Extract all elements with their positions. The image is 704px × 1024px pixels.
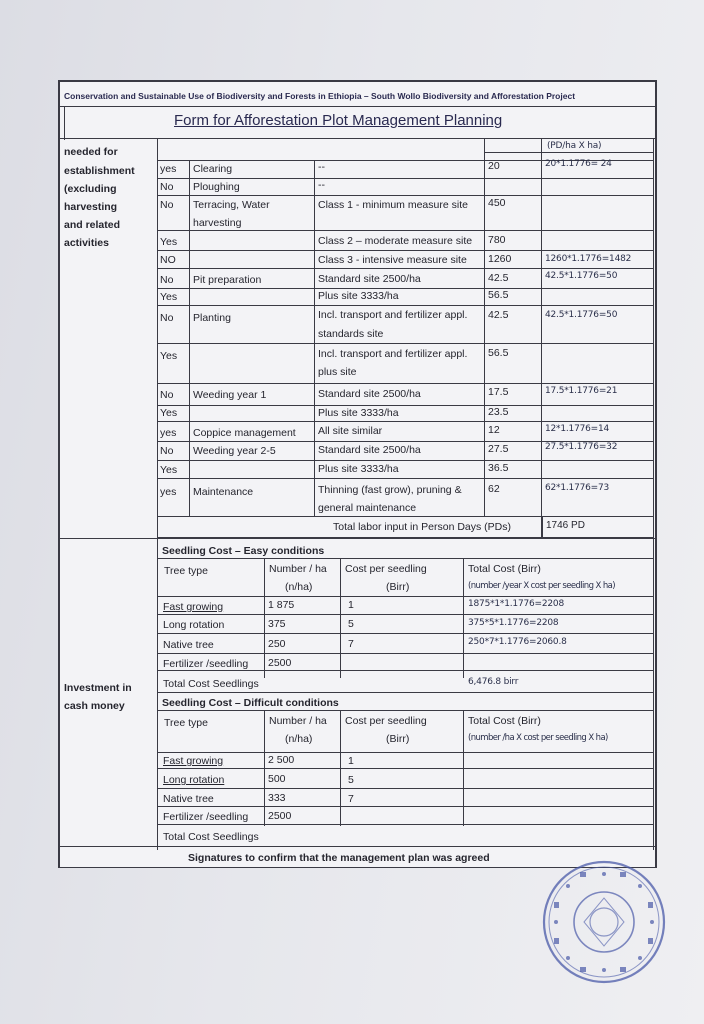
signatures-line: Signatures to confirm that the management plan was agreed	[188, 852, 490, 864]
formula-header: (PD/ha X ha)	[547, 141, 602, 151]
easy-total-label: Total Cost Seedlings	[163, 678, 259, 690]
border-top	[58, 80, 656, 82]
total-labor-value: 1746 PD	[546, 520, 585, 531]
easy-total-value: 6,476.8 birr	[468, 677, 519, 687]
total-labor-label: Total labor input in Person Days (PDs)	[333, 521, 511, 533]
difficult-total-label: Total Cost Seedlings	[163, 831, 259, 843]
form-title: Form for Afforestation Plot Management Planning	[174, 112, 503, 129]
easy-conditions-title: Seedling Cost – Easy conditions	[162, 545, 325, 557]
official-stamp	[540, 858, 668, 986]
project-title: Conservation and Sustainable Use of Biodiversity and Forests in Ethiopia – South Wollo Biodiversity and Afforestation Project	[64, 91, 576, 101]
border-left	[58, 80, 60, 868]
border-right	[655, 80, 657, 868]
difficult-conditions-title: Seedling Cost – Difficult conditions	[162, 697, 339, 709]
